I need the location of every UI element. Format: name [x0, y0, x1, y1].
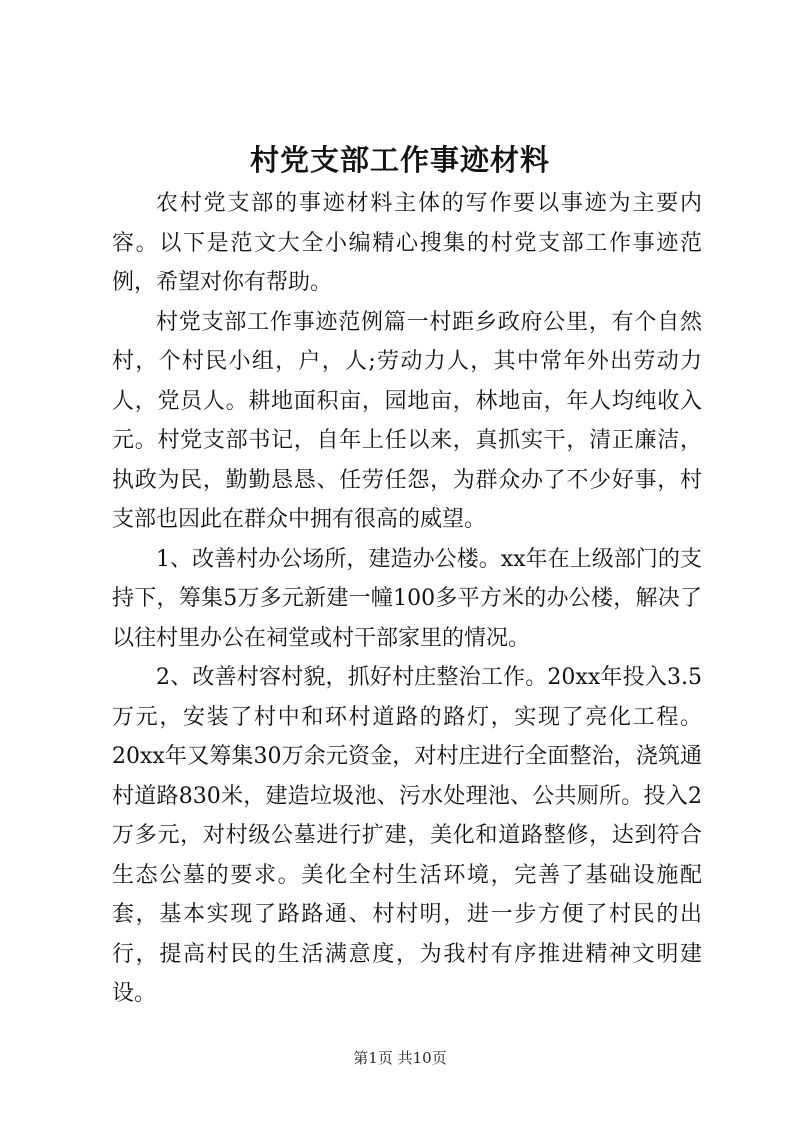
paragraph-item-village-appearance: 2、改善村容村貌，抓好村庄整治工作。20xx年投入3.5万元，安装了村中和环村道路的路灯，实现了亮化工程。20xx年又筹集30万余元资金，对村庄进行全面整治，浇筑通村道路830米，建造垃圾池、污水处理池、公共厕所。投入2万多元，对村级公墓进行扩建，美化和道路整修，达到符合生态公墓的要求。美化全村生活环境，完善了基础设施配套，基本实现了路路通、村村明，进一步方便了村民的出行，提高村民的生活满意度，为我村有序推进精神文明建设。 — [112, 665, 702, 1006]
document-body — [112, 184, 702, 1014]
paragraph-example-one: 村党支部工作事迹范例篇一村距乡政府公里，有个自然村，个村民小组，户，人;劳动力人，其中常年外出劳动力人，党员人。耕地面积亩，园地亩，林地亩，年人均纯收入元。村党支部书记，自年上任以来，真抓实干，清正廉洁，执政为民，勤勤恳恳、任劳任怨，为群众办了不少好事，村支部也因此在群众中拥有很高的威望。 — [112, 309, 702, 532]
paragraph-intro: 农村党支部的事迹材料主体的写作要以事迹为主要内容。以下是范文大全小编精心搜集的村党支部工作事迹范例，希望对你有帮助。 — [112, 191, 702, 295]
document-title: 村党支部工作事迹材料 — [249, 143, 550, 177]
page-number-footer: 第1页 共10页 — [353, 1049, 447, 1067]
paragraph-item-office: 1、改善村办公场所，建造办公楼。xx年在上级部门的支持下，筹集5万多元新建一幢100多平方米的办公楼，解决了以往村里办公在祠堂或村干部家里的情况。 — [112, 546, 702, 651]
